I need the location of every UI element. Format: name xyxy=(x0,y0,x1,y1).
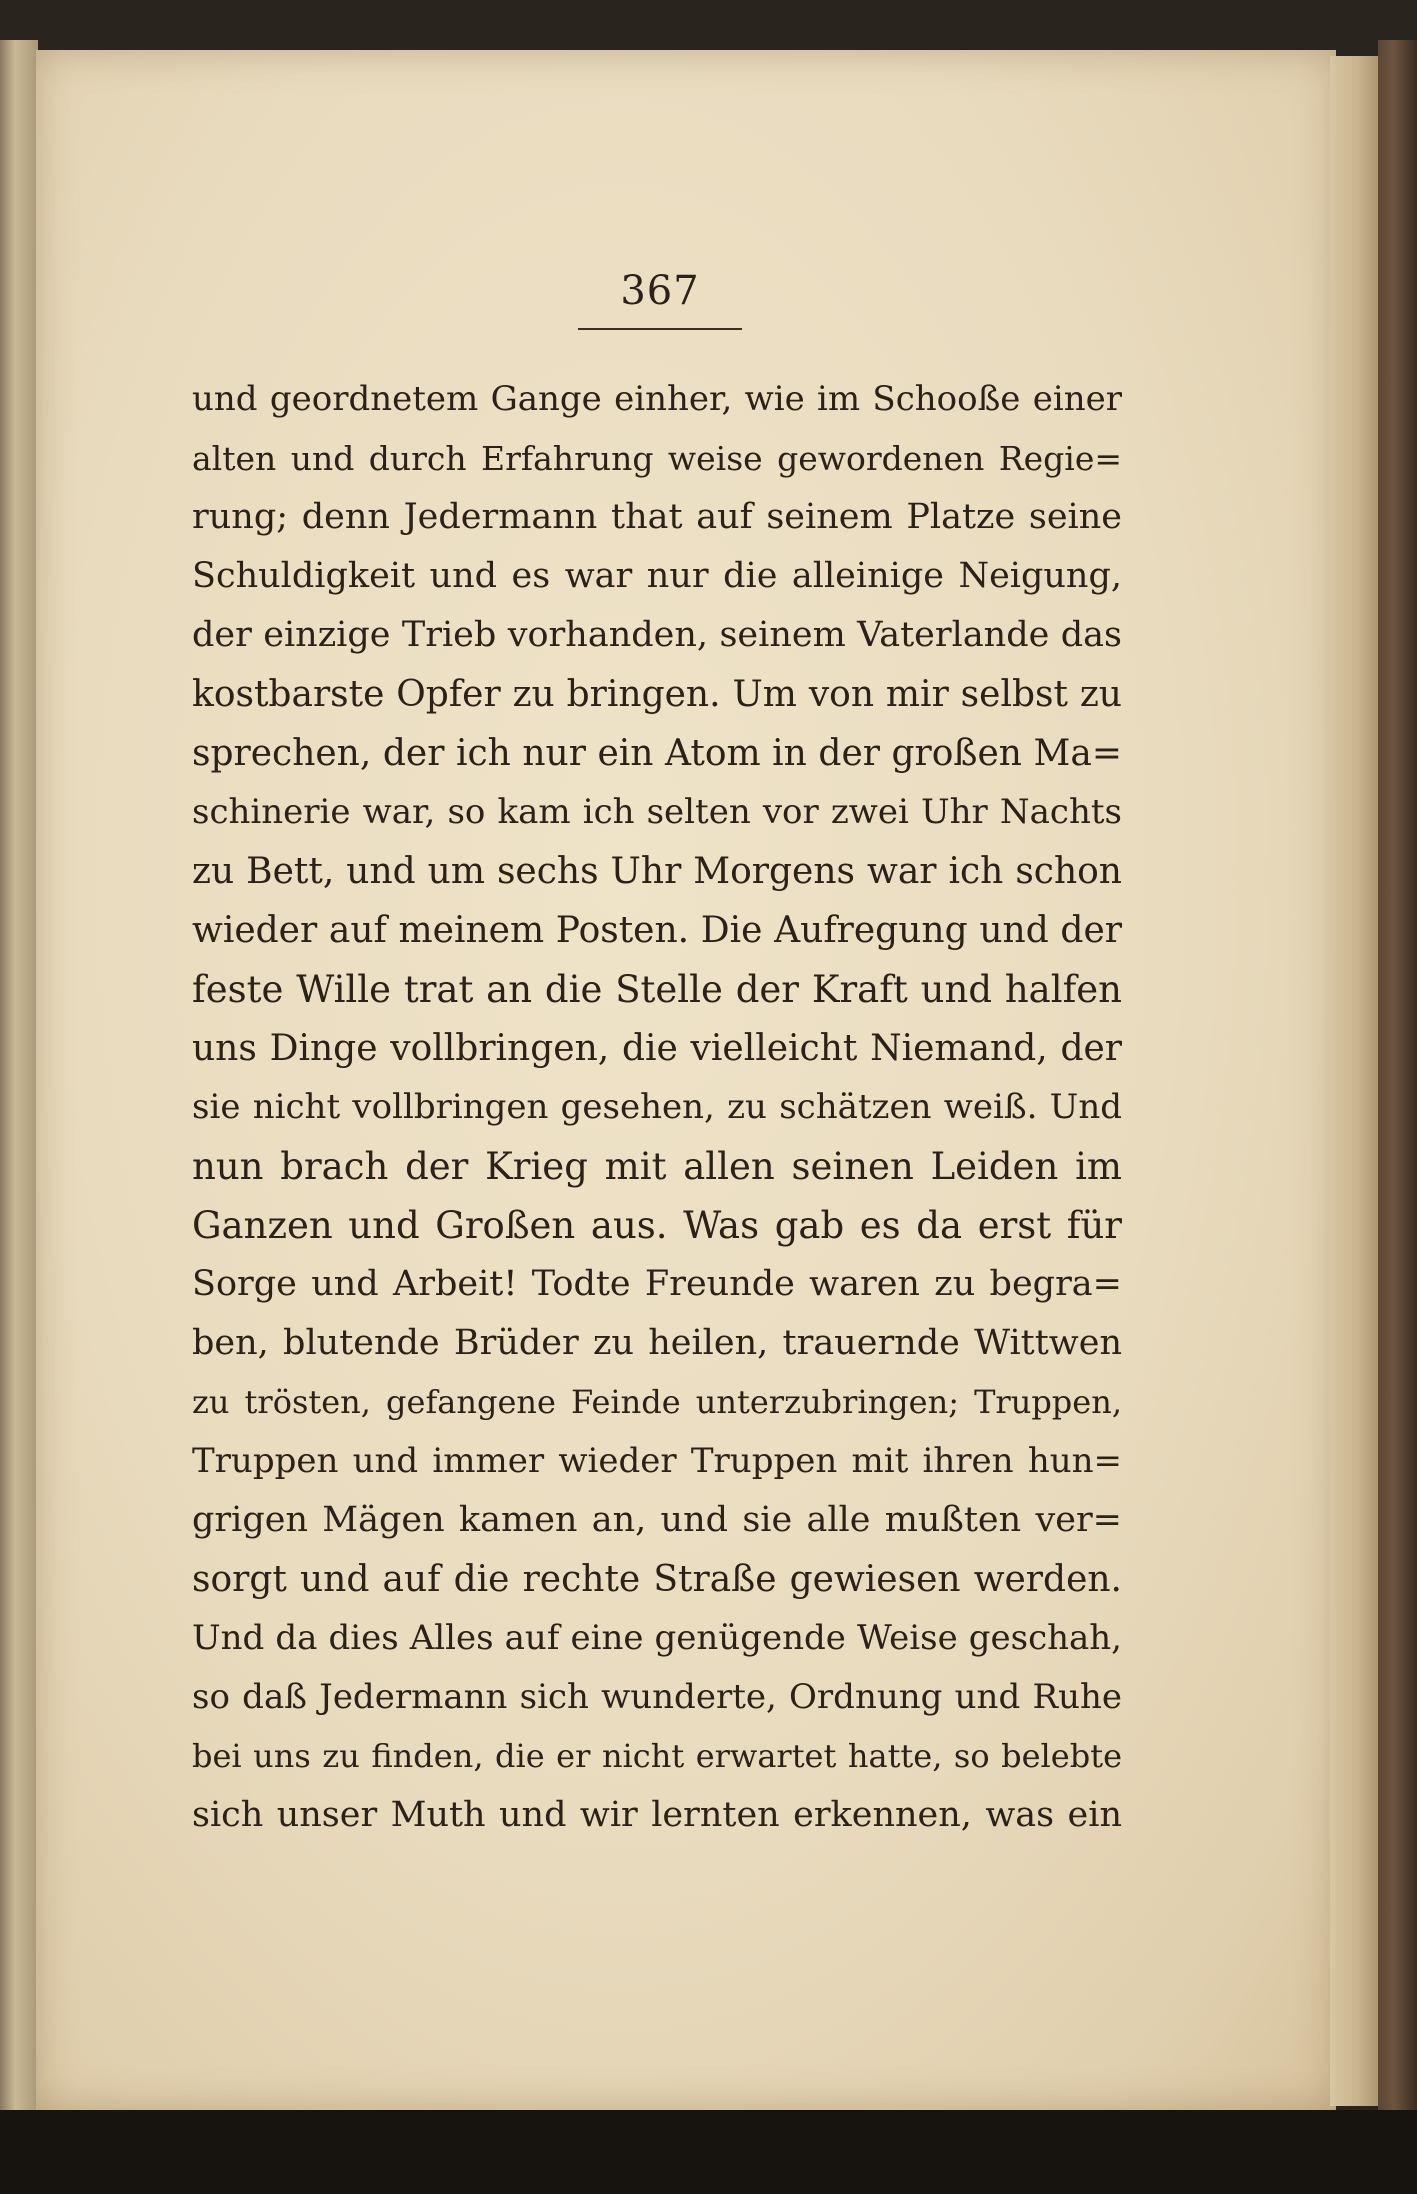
text-line: schinerie war, so kam ich selten vor zwei Uhr Nachts xyxy=(192,792,1122,832)
text-line: feste Wille trat an die Stelle der Kraft und halfen xyxy=(192,968,1122,1011)
body-text xyxy=(192,370,1122,1845)
text-line: Und da dies Alles auf eine genügende Weise geschah, xyxy=(192,1618,1122,1658)
text-line: wieder auf meinem Posten. Die Aufregung und der xyxy=(192,910,1122,951)
text-line: kostbarste Opfer zu bringen. Um von mir selbst zu xyxy=(192,674,1122,715)
page-number: 367 xyxy=(620,268,700,314)
text-line: und geordnetem Gange einher, wie im Schooße einer xyxy=(192,379,1122,419)
text-line: sprechen, der ich nur ein Atom in der großen Ma= xyxy=(192,733,1122,774)
text-line: der einzige Trieb vorhanden, seinem Vaterlande das xyxy=(192,615,1122,655)
page-fore-edge xyxy=(1330,56,1382,2106)
text-line: ben, blutende Brüder zu heilen, trauernde Wittwen xyxy=(192,1323,1122,1363)
book-cover-edge xyxy=(1378,40,1417,2130)
text-line: sich unser Muth und wir lernten erkennen, was ein xyxy=(192,1795,1122,1835)
text-line: zu trösten, gefangene Feinde unterzubringen; Truppen, xyxy=(192,1383,1122,1421)
text-line: so daß Jedermann sich wunderte, Ordnung und Ruhe xyxy=(192,1677,1122,1717)
text-line: sie nicht vollbringen gesehen, zu schätzen weiß. Und xyxy=(192,1087,1122,1127)
page-number-rule xyxy=(578,328,742,330)
text-line: alten und durch Erfahrung weise gewordenen Regie= xyxy=(192,439,1122,478)
text-line: Sorge und Arbeit! Todte Freunde waren zu begra= xyxy=(192,1264,1122,1304)
text-line: uns Dinge vollbringen, die vielleicht Niemand, der xyxy=(192,1028,1122,1069)
text-line: Schuldigkeit und es war nur die alleinige Neigung, xyxy=(192,556,1122,596)
text-line: Ganzen und Großen aus. Was gab es da erst für xyxy=(192,1204,1122,1247)
text-line: bei uns zu finden, die er nicht erwartet hatte, so belebte xyxy=(192,1737,1122,1775)
text-line: nun brach der Krieg mit allen seinen Leiden im xyxy=(192,1145,1122,1188)
scan-background xyxy=(0,2110,1417,2194)
text-line: rung; denn Jedermann that auf seinem Platze seine xyxy=(192,497,1122,537)
text-line: Truppen und immer wieder Truppen mit ihren hun= xyxy=(192,1441,1122,1481)
text-line: grigen Mägen kamen an, und sie alle mußten ver= xyxy=(192,1500,1122,1540)
text-line: sorgt und auf die rechte Straße gewiesen werden. xyxy=(192,1559,1122,1600)
text-line: zu Bett, und um sechs Uhr Morgens war ich schon xyxy=(192,851,1122,892)
previous-page-edge xyxy=(0,40,38,2120)
